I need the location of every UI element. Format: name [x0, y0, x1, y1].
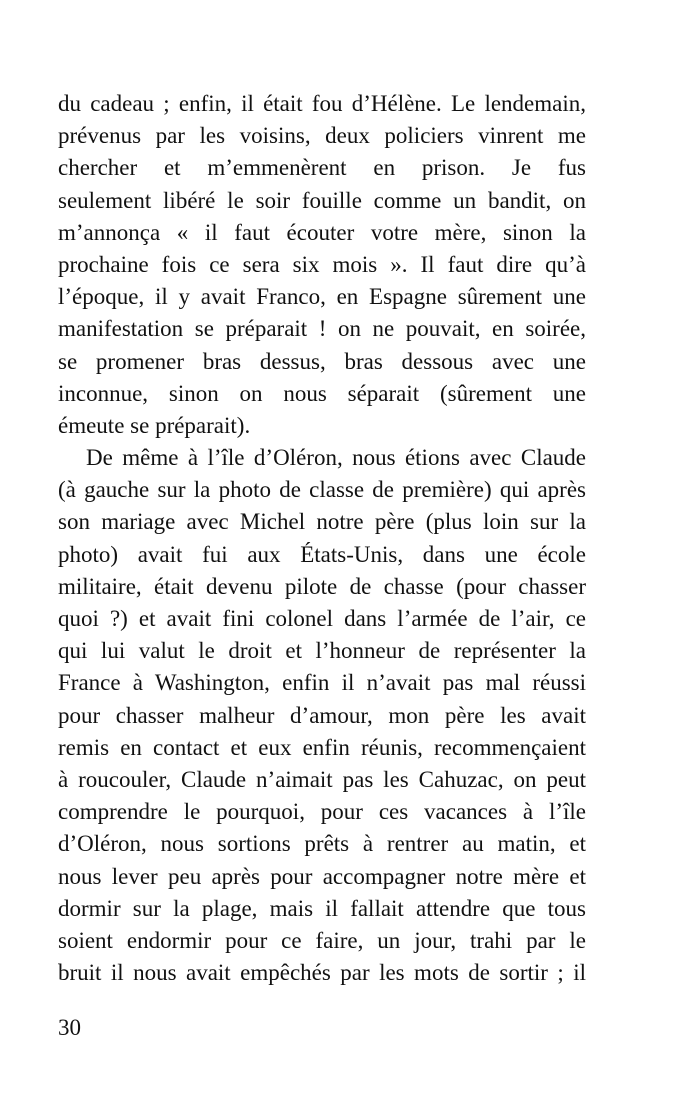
text-line: se promener bras dessus, bras dessous avec une — [58, 348, 586, 374]
text-line: soient endormir pour ce faire, un jour, trahi par le — [58, 927, 586, 953]
text-line: pour chasser malheur d’amour, mon père les avait — [58, 702, 586, 728]
text-line: manifestation se préparait ! on ne pouvait, en soirée, — [58, 316, 586, 342]
text-line: remis en contact et eux enfin réunis, recommençaient — [58, 734, 586, 760]
text-line: comprendre le pourquoi, pour ces vacances à l’île — [58, 799, 586, 825]
page-number: 30 — [58, 1015, 81, 1040]
body-text — [58, 88, 586, 989]
text-line: d’Oléron, nous sortions prêts à rentrer au matin, et — [58, 831, 586, 857]
text-line: seulement libéré le soir fouille comme un bandit, on — [58, 187, 586, 213]
text-line: France à Washington, enfin il n’avait pas mal réussi — [58, 670, 586, 696]
text-line: qui lui valut le droit et l’honneur de représenter la — [58, 638, 586, 664]
text-line: à roucouler, Claude n’aimait pas les Cahuzac, on peut — [58, 766, 586, 792]
text-line: nous lever peu après pour accompagner notre mère et — [58, 863, 586, 889]
text-line: militaire, était devenu pilote de chasse (pour chasser — [58, 573, 586, 599]
text-line: quoi ?) et avait fini colonel dans l’armée de l’air, ce — [58, 606, 586, 631]
text-line: du cadeau ; enfin, il était fou d’Hélène. Le lendemain, — [58, 91, 586, 116]
text-line: émeute se préparait). — [58, 412, 251, 438]
text-line: bruit il nous avait empêchés par les mots de sortir ; il — [58, 960, 586, 986]
text-line: prochaine fois ce sera six mois ». Il faut dire qu’à — [58, 251, 586, 277]
text-line: De même à l’île d’Oléron, nous étions avec Claude — [86, 445, 586, 471]
text-line: dormir sur la plage, mais il fallait attendre que tous — [58, 895, 586, 921]
text-line: inconnue, sinon on nous séparait (sûrement une — [58, 380, 586, 406]
text-line: m’annonça « il faut écouter votre mère, sinon la — [58, 219, 586, 245]
text-line: (à gauche sur la photo de classe de première) qui après — [58, 477, 586, 503]
text-line: son mariage avec Michel notre père (plus loin sur la — [58, 509, 586, 535]
text-line: l’époque, il y avait Franco, en Espagne sûrement une — [58, 284, 586, 310]
text-line: chercher et m’emmenèrent en prison. Je fus — [58, 155, 586, 181]
text-line: photo) avait fui aux États-Unis, dans une école — [58, 541, 586, 567]
text-line: prévenus par les voisins, deux policiers vinrent me — [58, 123, 586, 149]
